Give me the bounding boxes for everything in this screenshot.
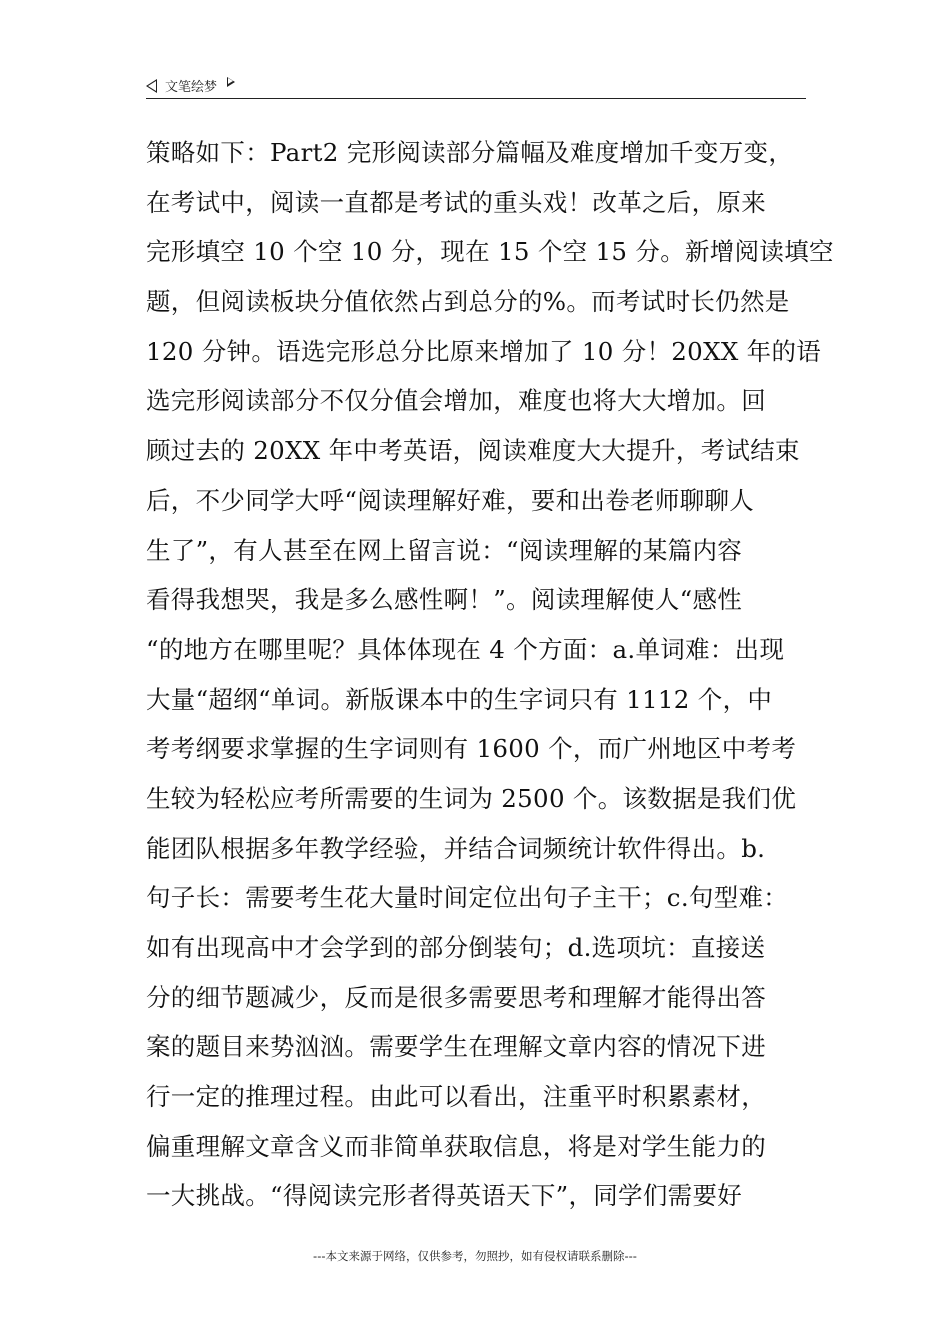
text-line: 看得我想哭，我是多么感性啊！”。阅读理解使人“感性 [146, 585, 743, 615]
header-brand [146, 76, 235, 95]
triangle-right-icon [227, 77, 235, 87]
text-line: 生了”，有人甚至在网上留言说：“阅读理解的某篇内容 [146, 535, 743, 565]
text-line: 后，不少同学大呼“阅读理解好难，要和出卷老师聊聊人 [146, 485, 755, 515]
text-line: 120 分钟。语选完形总分比原来增加了 10 分！20XX 年的语 [146, 336, 822, 366]
triangle-left-icon [146, 79, 157, 93]
text-line: “的地方在哪里呢？具体体现在 4 个方面：a.单词难：出现 [146, 634, 785, 664]
text-line: 行一定的推理过程。由此可以看出，注重平时积累素材， [146, 1082, 766, 1112]
text-line: 分的细节题减少，反而是很多需要思考和理解才能得出答 [146, 982, 766, 1012]
text-line: 生较为轻松应考所需要的生词为 2500 个。该数据是我们优 [146, 783, 797, 813]
text-line: 题，但阅读板块分值依然占到总分的%。而考试时长仍然是 [146, 287, 790, 317]
text-line: 句子长：需要考生花大量时间定位出句子主干；c.句型难： [146, 883, 789, 913]
text-line: 顾过去的 20XX 年中考英语，阅读难度大大提升，考试结束 [146, 436, 800, 466]
text-line: 案的题目来势汹汹。需要学生在理解文章内容的情况下进 [146, 1032, 766, 1062]
text-line: 策略如下：Part2 完形阅读部分篇幅及难度增加千变万变， [146, 138, 794, 167]
text-line: 能团队根据多年教学经验，并结合词频统计软件得出。b. [146, 833, 766, 863]
body-text [146, 128, 834, 1221]
text-line: 考考纲要求掌握的生字词则有 1600 个，而广州地区中考考 [146, 734, 797, 764]
text-line: 完形填空 10 个空 10 分，现在 15 个空 15 分。新增阅读填空 [146, 237, 834, 267]
text-line: 在考试中，阅读一直都是考试的重头戏！改革之后，原来 [146, 187, 766, 217]
text-line: 一大挑战。“得阅读完形者得英语天下”，同学们需要好 [146, 1181, 743, 1211]
text-line: 偏重理解文章含义而非简单获取信息，将是对学生能力的 [146, 1131, 766, 1161]
header-title: 文笔绘梦 [165, 80, 218, 95]
page-header [146, 70, 806, 99]
text-line: 选完形阅读部分不仅分值会增加，难度也将大大增加。回 [146, 386, 766, 416]
footer-disclaimer: ---本文来源于网络，仅供参考，勿照抄，如有侵权请联系删除--- [313, 1249, 637, 1263]
text-line: 如有出现高中才会学到的部分倒装句；d.选项坑：直接送 [146, 933, 766, 962]
text-line: 大量“超纲“单词。新版课本中的生字词只有 1112 个，中 [146, 684, 773, 714]
